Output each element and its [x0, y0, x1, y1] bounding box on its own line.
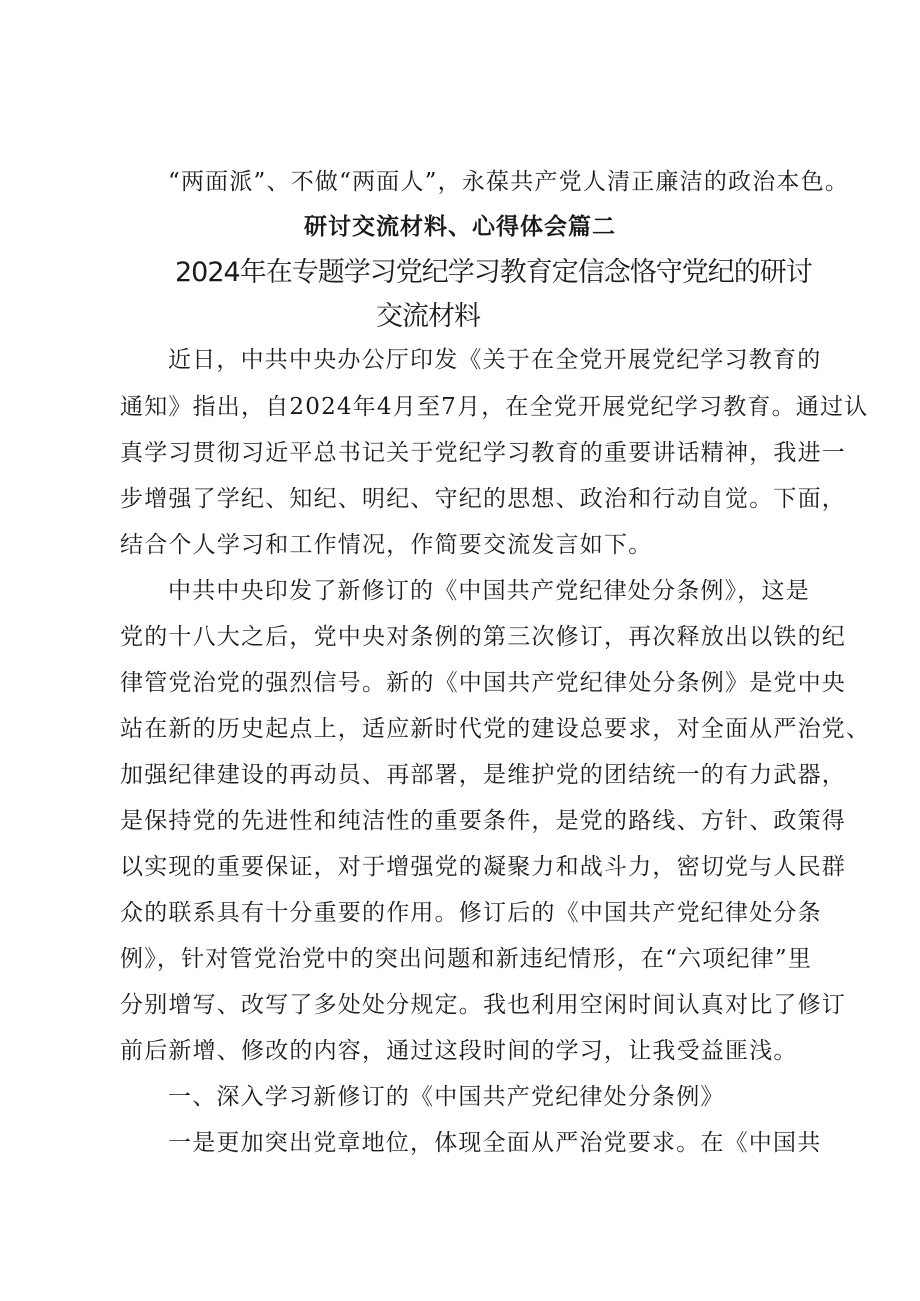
document-title-line-1: 2024年在专题学习党纪学习教育定信念恪守党纪的研讨 [175, 257, 812, 288]
paragraph-1-line-2: 通知》指出，自2024年4月至7月，在全党开展党纪学习教育。通过认 [120, 394, 869, 420]
paragraph-1-line-1: 近日，中共中央办公厅印发《关于在全党开展党纪学习教育的 [168, 347, 822, 373]
paragraph-1-line-5: 结合个人学习和工作情况，作简要交流发言如下。 [120, 532, 653, 558]
paragraph-2-line-11: 前后新增、修改的内容，通过这段时间的学习，让我受益匪浅。 [120, 1038, 798, 1064]
section-subtitle: 研讨交流材料、心得体会篇二 [304, 213, 616, 240]
paragraph-2-line-1: 中共中央印发了新修订的《中国共产党纪律处分条例》，这是 [168, 578, 810, 604]
closing-line: “两面派”、不做“两面人”，永葆共产党人清正廉洁的政治本色。 [168, 169, 850, 195]
paragraph-2-line-6: 是保持党的先进性和纯洁性的重要条件，是党的路线、方针、政策得 [120, 808, 846, 834]
document-title-line-2: 交流材料 [376, 301, 480, 332]
paragraph-2-line-5: 加强纪律建设的再动员、再部署，是维护党的团结统一的有力武器， [120, 762, 846, 788]
paragraph-2-line-8: 众的联系具有十分重要的作用。修订后的《中国共产党纪律处分条 [120, 900, 822, 926]
paragraph-2-line-4: 站在新的历史起点上，适应新时代党的建设总要求，对全面从严治党、 [120, 716, 871, 742]
paragraph-2-line-2: 党的十八大之后，党中央对条例的第三次修订，再次释放出以铁的纪 [120, 624, 846, 650]
paragraph-1-line-3: 真学习贯彻习近平总书记关于党纪学习教育的重要讲话精神，我进一 [120, 440, 846, 466]
paragraph-2-line-3: 律管党治党的强烈信号。新的《中国共产党纪律处分条例》是党中央 [120, 670, 846, 696]
paragraph-2-line-10: 分别增写、改写了多处处分规定。我也利用空闲时间认真对比了修订 [120, 992, 846, 1018]
section-heading: 一、深入学习新修订的《中国共产党纪律处分条例》 [168, 1084, 725, 1110]
paragraph-2-line-7: 以实现的重要保证，对于增强党的凝聚力和战斗力，密切党与人民群 [120, 854, 846, 880]
paragraph-3-line-1: 一是更加突出党章地位，体现全面从严治党要求。在《中国共 [168, 1130, 822, 1156]
paragraph-1-line-4: 步增强了学纪、知纪、明纪、守纪的思想、政治和行动自觉。下面， [120, 486, 846, 512]
paragraph-2-line-9: 例》，针对管党治党中的突出问题和新违纪情形，在“六项纪律”里 [120, 946, 813, 972]
